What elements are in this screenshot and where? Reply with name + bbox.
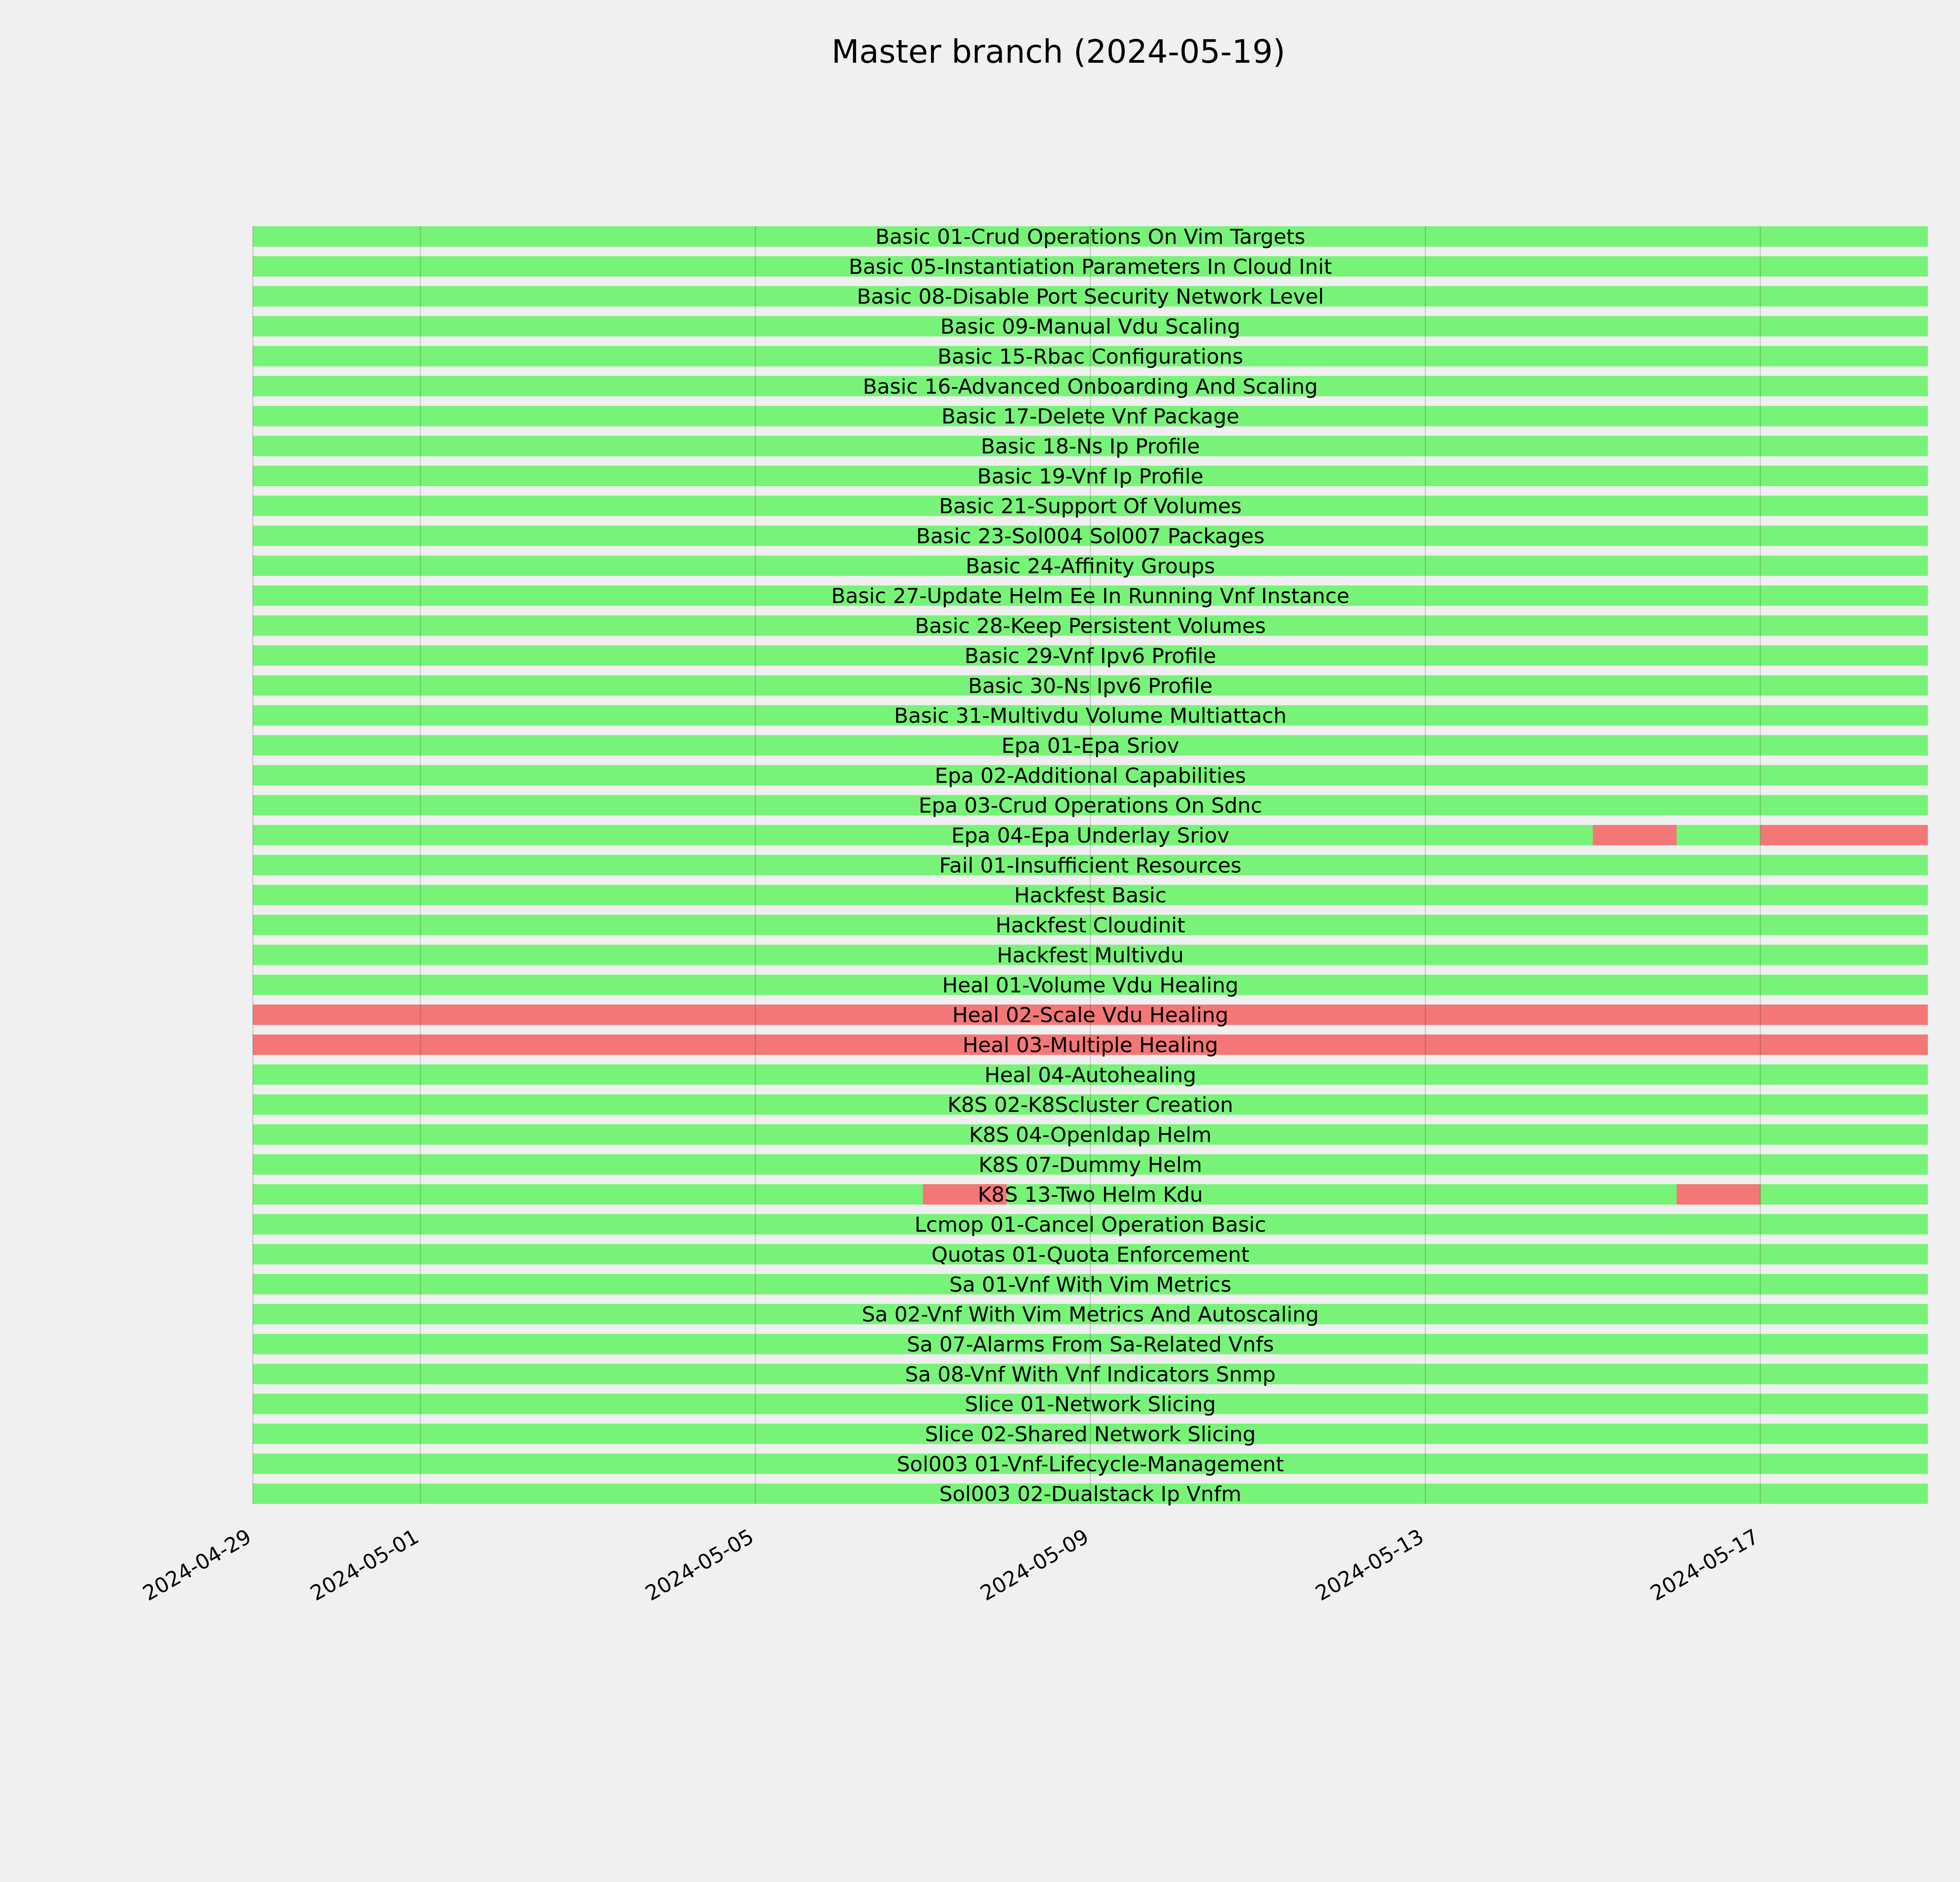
row-label: Sol003 01-Vnf-Lifecycle-Management [897, 1452, 1284, 1477]
row-label: Fail 01-Insufficient Resources [939, 854, 1241, 878]
row-label: Basic 08-Disable Port Security Network Level [857, 285, 1324, 309]
row-label: Heal 02-Scale Vdu Healing [952, 1003, 1229, 1028]
row-label: Basic 27-Update Helm Ee In Running Vnf Instance [831, 584, 1350, 609]
row-label: Basic 09-Manual Vdu Scaling [940, 315, 1241, 339]
row-label: Basic 18-Ns Ip Profile [981, 434, 1200, 459]
x-axis-ticks [139, 1524, 1763, 1606]
row-label: K8S 07-Dummy Helm [978, 1153, 1202, 1177]
row-label: Slice 01-Network Slicing [965, 1392, 1216, 1417]
row-label: Basic 31-Multivdu Volume Multiattach [894, 704, 1287, 728]
row-label: Sa 08-Vnf With Vnf Indicators Snmp [905, 1362, 1276, 1387]
row-label: K8S 02-K8Scluster Creation [947, 1093, 1233, 1117]
row-label: Basic 30-Ns Ipv6 Profile [968, 674, 1213, 698]
row-label: Epa 01-Epa Sriov [1001, 734, 1180, 758]
row-label: Heal 01-Volume Vdu Healing [942, 973, 1239, 997]
row-label: K8S 13-Two Helm Kdu [978, 1183, 1203, 1207]
x-tick-label: 2024-05-13 [1311, 1524, 1428, 1606]
row-label: Hackfest Cloudinit [995, 914, 1185, 938]
status-bar-fail [1760, 825, 1928, 845]
status-bar-fail [1677, 1184, 1760, 1204]
x-tick-label: 2024-04-29 [139, 1524, 256, 1606]
row-label: Epa 02-Additional Capabilities [935, 764, 1246, 788]
row-label: Basic 24-Affinity Groups [965, 554, 1215, 578]
row-label: Quotas 01-Quota Enforcement [931, 1243, 1249, 1267]
row-label: Epa 04-Epa Underlay Sriov [951, 824, 1230, 848]
row-label: Sa 07-Alarms From Sa-Related Vnfs [907, 1332, 1274, 1357]
row-label: Basic 29-Vnf Ipv6 Profile [964, 644, 1216, 668]
row-label: Basic 05-Instantiation Parameters In Cloud Init [848, 255, 1332, 279]
x-tick-label: 2024-05-09 [976, 1524, 1093, 1606]
chart-title: Master branch (2024-05-19) [831, 33, 1285, 71]
row-label: Basic 17-Delete Vnf Package [941, 405, 1240, 429]
row-label: Basic 23-Sol004 Sol007 Packages [916, 524, 1265, 549]
x-tick-label: 2024-05-01 [306, 1524, 423, 1606]
row-label: Sa 02-Vnf With Vim Metrics And Autoscaling [862, 1303, 1319, 1327]
row-label: Slice 02-Shared Network Slicing [925, 1422, 1256, 1446]
row-label: Hackfest Multivdu [997, 943, 1184, 968]
x-tick-label: 2024-05-17 [1646, 1524, 1763, 1606]
row-label: Basic 21-Support Of Volumes [939, 494, 1242, 519]
x-tick-label: 2024-05-05 [641, 1524, 758, 1606]
row-label: Lcmop 01-Cancel Operation Basic [914, 1213, 1267, 1237]
row-label: Hackfest Basic [1014, 883, 1167, 908]
row-label: Basic 28-Keep Persistent Volumes [915, 614, 1266, 638]
row-label: Epa 03-Crud Operations On Sdnc [918, 794, 1262, 818]
row-label: Basic 19-Vnf Ip Profile [977, 464, 1203, 489]
row-label: Heal 03-Multiple Healing [962, 1033, 1218, 1057]
row-label: Basic 15-Rbac Configurations [937, 345, 1243, 369]
status-bar-fail [1593, 825, 1677, 845]
row-label: K8S 04-Openldap Helm [969, 1123, 1212, 1147]
row-label: Sol003 02-Dualstack Ip Vnfm [939, 1482, 1241, 1506]
row-label: Basic 01-Crud Operations On Vim Targets [875, 225, 1305, 249]
row-label: Sa 01-Vnf With Vim Metrics [949, 1273, 1232, 1297]
row-label: Heal 04-Autohealing [984, 1063, 1196, 1087]
row-label: Basic 16-Advanced Onboarding And Scaling [863, 374, 1318, 399]
